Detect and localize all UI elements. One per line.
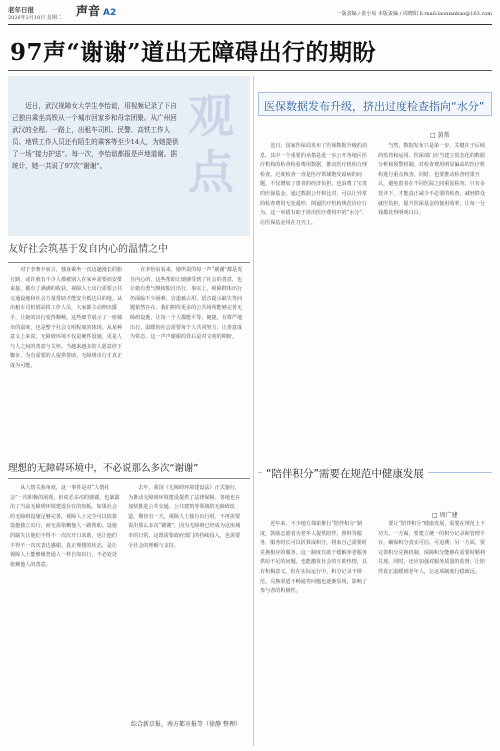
page-headline: 97声“谢谢”道出无障碍出行的期盼 [10, 39, 376, 66]
right1-column-1: 近日，国家医保局发布了医保数据升级的消息，其中一个重要的举措是进一步公开各地区医疗机构的检查检验费用数据，推动医疗机构合理检查。过度检查一直是医疗领域饱受诟病的问题，不仅增加了患者的经济负担，也浪费了宝贵的医保基金。通过数据公开和比对，可以让异常的检查费用无处遁形，倒逼医疗机构规范诊疗行为。这一举措有助于挤出医疗费用中的“水分”，让医保基金用在刀刃上。 [260, 143, 368, 226]
right2-title: “陪伴积分”需要在规范中健康发展 [262, 466, 428, 481]
right1-author-name: 黄常 [437, 132, 450, 139]
section-name [76, 4, 117, 18]
right1-title-part2: 挤出过度检查 [363, 100, 429, 113]
masthead: 老年日报 [8, 6, 34, 14]
page-number: A2 [103, 8, 117, 18]
section2-title: 理想的无障碍环境中，不必说那么多次“谢谢” [8, 463, 199, 474]
right2-column-1: 近年来，不少地方探索推行“陪伴积分”制度，鼓励志愿者为老年人提供陪伴、照料等服务，服务时长可以折算成积分，将来自己需要时兑换相应的服务。这一制度有助于缓解养老服务供给不足的问题，也能激发社会的互助热情，具有积极意义。但在实际运行中，积分记录不规范、兑换渠道不畅通等问题也逐渐显现，影响了参与者的积极性。 [260, 521, 367, 595]
right1-column-2: 当然，数据发布只是第一步，关键在于后续的监管和运用。医保部门应当建立常态化的数据分析和预警机制，对检查费用明显偏高的医疗机构进行重点核查。同时，也要推动检查结果互认，避免患者在不同医院之间重复检查。只有多管齐下，才能真正减少不必要的检查，减轻群众就医负担，提升医保基金的使用效率，让每一分钱都花得明明白白。 [378, 143, 485, 217]
editors-line: 一版责编 / 张小易 本版责编 / 周晓阳 E-mail:laonianbao@163.com [336, 11, 492, 17]
section-label: 声音 [76, 4, 101, 18]
header-rule [8, 24, 492, 25]
section2-column-2: 去年，我国《无障碍环境建设法》正式施行，为推动无障碍环境建设提供了法律保障。各地也在加快推进公共交通、公共建筑等领域的无障碍改造，期待有一天，视障人士独自出行时，不再需要说出那么多次“谢谢”，因为无障碍已经成为这座城市的日常。这既需要政府部门的持续投入，也需要全社会的理解与支持。 [128, 485, 241, 549]
right1-author: □ 黄常 [430, 132, 450, 139]
headline-rule [8, 70, 492, 71]
section2-byline: 综合新京报、南方都市报等（徐静 整理） [131, 721, 241, 728]
page-header [8, 6, 492, 22]
right2-column-2: 要让“陪伴积分”健康发展，需要在规范上下功夫。一方面，要建立统一的积分记录和管理平台，确保积分真实可信、可追溯；另一方面，要完善积分兑换机制，保障积分能够在需要时顺利兑现。同时，还应加强对服务质量的监督，让陪伴真正温暖到老年人，让这项制度行稳致远。 [378, 521, 486, 575]
section1-title-text: 友好社会筑基于发自内心的温情之中 [8, 244, 168, 255]
right2-author: □ 周广建 [432, 512, 458, 519]
column-brand-watermark: 观点 [188, 89, 232, 199]
section2-column-1: 从人情关系角度，这一事件是对“人情社会”一次积极的展现。但说必多次的感谢，也暴露出了当前无障碍环境建设存在的短板。如果社会的无障碍设施足够完善，视障人士完全可以依靠设施独立出行，而无需依赖他人一路帮助。设施的缺失让他们不得不一次次开口求助，也让他们不得不一次次表达感谢。真正理想的状态，是让视障人士能够像普通人一样自如出行，不必处处依赖他人的善意。 [10, 485, 120, 568]
section1-rule [8, 262, 250, 263]
section1-title [8, 240, 168, 255]
right1-title [264, 98, 484, 114]
section1-column-1: 对于李赛夕而言，独身乘坐一次这趟漫长的旅行路，或许就有不少人都被别人在家乡需要而安排来接，都有了满满的收获。视障人士出行需要公共交通设施和社会力量帮助才能安全抵达目的地。从出租车司机到高铁工作人员，大家都主动伸出援手，让她的出行变得顺畅。这些细节展示了一座城市的温度，也是整个社会文明程度的体现。从某种意义上来说，无障碍环境不仅是硬件设施，更是人与人之间的善意与关怀。当越来越多的人愿意停下脚步，为有需要的人提供帮助，无障碍出行才真正成为可能。 [10, 267, 123, 369]
issue-date: 2026年2月10日 星期二 [8, 15, 62, 21]
lead-text: 近日，武汉视障女大学生李怡谊，用视频记录了下自己独自乘坐高铁从一个城市回家乡和母亲团聚。从广州回武汉的全程。一路上，出租车司机、民警、高铁工作人员、地铁工作人员还有陌生的乘客等至少14人，为她提供了一场“接力护送”。每一次，李怡谊都报是声地道谢。据统计，她一共说了97次“谢谢”。 [12, 102, 179, 170]
right1-title-part3: 指向“水分” [429, 100, 485, 113]
column-divider [253, 76, 254, 746]
right2-author-name: 周广建 [439, 512, 458, 519]
right1-title-part1: 医保数据发布升级， [264, 100, 363, 113]
section2-rule [8, 478, 250, 479]
section1-column-2: 在李怡谊看来，她所说的每一声“谢谢”都是发自内心的。这些帮助让她感受到了社会的善意，也让她有勇气继续独自出行。事实上，视障群体出行仍面临不少困难，盲道被占用、语音提示缺失等问题依然存在。我们期待更多的公共场所能够完善无障碍设施，让每一个人都能平等、便捷、有尊严地出行。温暖的社会需要每个人共同努力，让善意成为常态。这一声声谢谢的背后是对文明的期盼。 [130, 267, 243, 341]
